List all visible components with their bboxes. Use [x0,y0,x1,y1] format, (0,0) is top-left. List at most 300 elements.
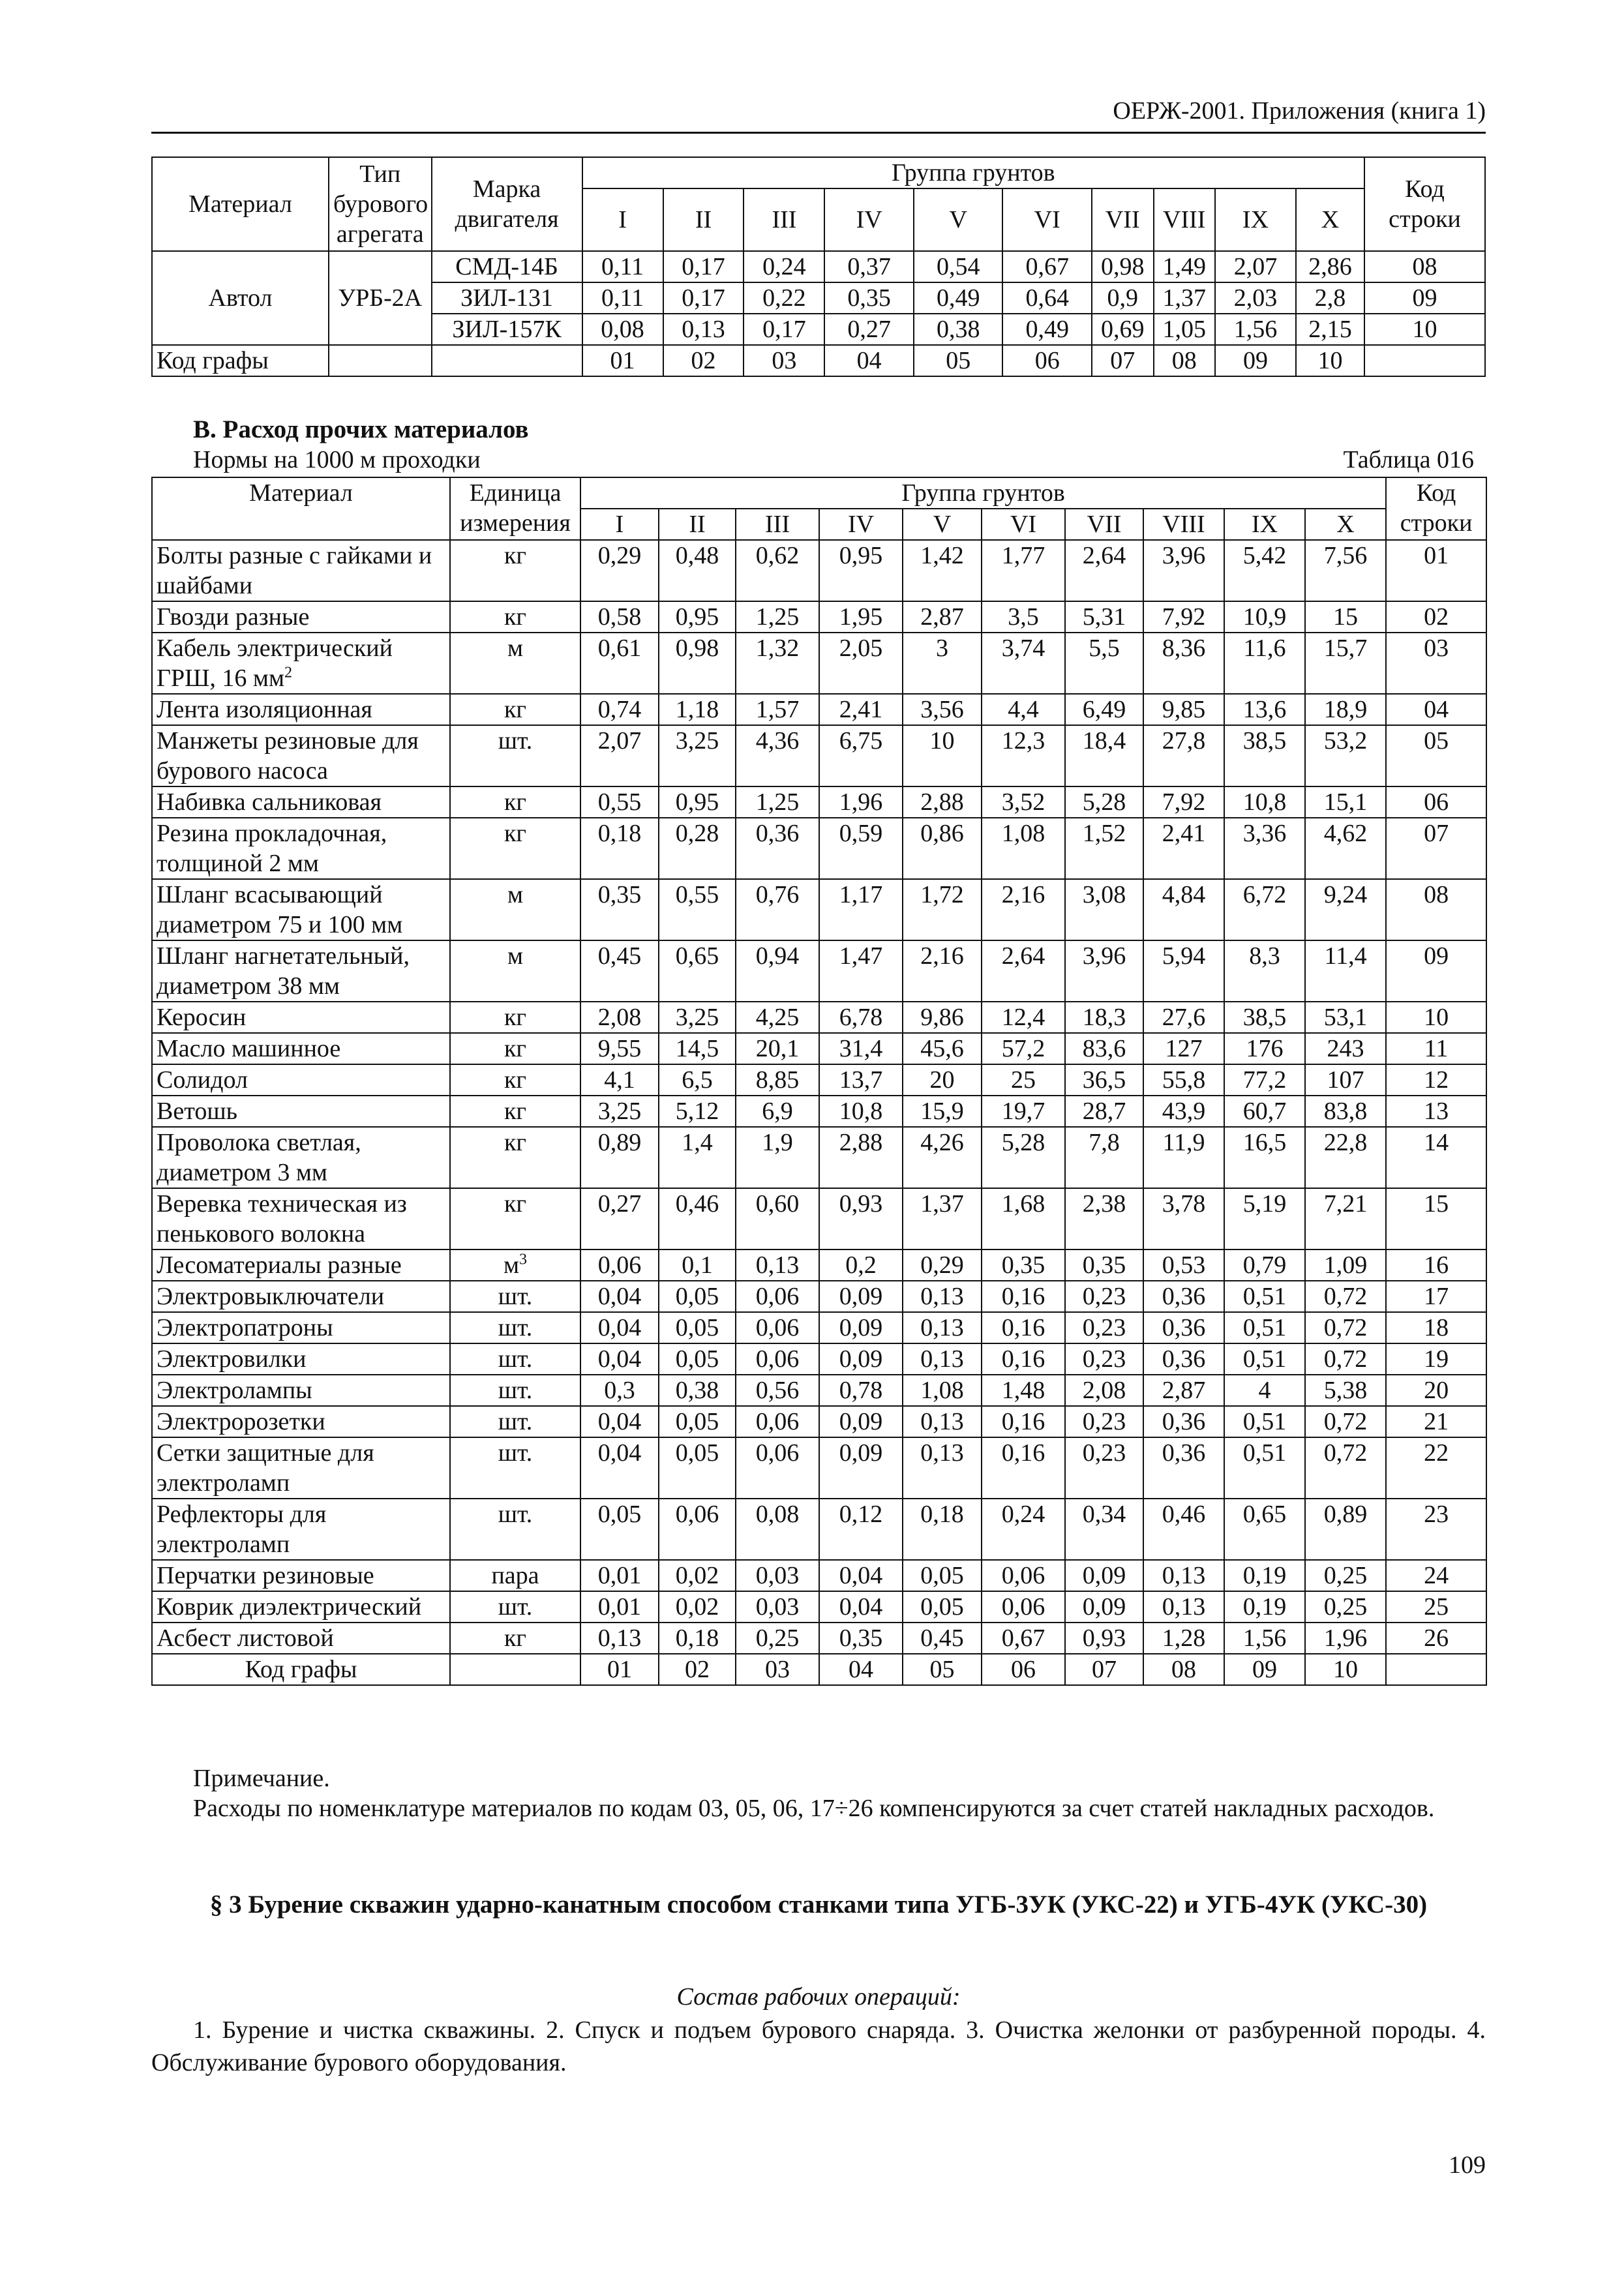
material-name-cell [152,1033,450,1064]
value-cell: 0,59 [819,818,903,879]
value-cell: 0,09 [819,1406,903,1437]
value-cell: 43,9 [1143,1096,1224,1127]
rig-type-cell: УРБ-2А [329,251,432,345]
value-cell: 53,1 [1305,1002,1386,1033]
unit-cell [450,1623,580,1654]
value-cell: 0,19 [1224,1560,1305,1591]
table-row [152,540,1486,601]
unit-text: шт. [498,1408,533,1435]
value-cell: 0,23 [1065,1406,1143,1437]
material-name: Перчатки резиновые [157,1562,374,1589]
value-cell: 0,22 [744,282,824,314]
value-cell: 0,18 [903,1499,982,1560]
value-cell: 83,6 [1065,1033,1143,1064]
value-cell: 0,34 [1065,1499,1143,1560]
operations-title: Состав рабочих операций: [676,1983,961,2011]
value-cell: 0,38 [914,314,1003,345]
material-name: Набивка сальниковая [157,788,382,816]
value-cell: 0,05 [903,1591,982,1623]
row-code-cell: 18 [1386,1312,1486,1343]
header-group: VIII [1143,509,1224,540]
material-name: Электровыключатели [157,1283,385,1310]
unit-text: шт. [498,727,533,755]
material-name-cell [152,1312,450,1343]
value-cell: 3,25 [659,1002,736,1033]
material-name: Сетки защитные для электроламп [157,1439,374,1497]
value-cell: 15 [1305,601,1386,633]
value-cell: 0,05 [903,1560,982,1591]
value-cell: 3 [903,633,982,694]
column-code-cell: 02 [659,1654,736,1685]
unit-text: м [507,635,524,662]
value-cell: 0,04 [580,1343,659,1375]
unit-cell [450,1591,580,1623]
value-cell: 1,49 [1154,251,1216,282]
value-cell: 0,46 [1143,1499,1224,1560]
row-code-cell: 12 [1386,1064,1486,1096]
column-code-cell: 08 [1154,345,1216,376]
table-row [152,1375,1486,1406]
unit-text: кг [504,788,527,816]
value-cell: 0,95 [659,601,736,633]
value-cell: 1,05 [1154,314,1216,345]
value-cell: 27,6 [1143,1002,1224,1033]
header-group: VIII [1154,188,1216,251]
column-code-cell: 01 [582,345,663,376]
value-cell: 0,08 [582,314,663,345]
value-cell: 0,05 [659,1343,736,1375]
value-cell: 0,48 [659,540,736,601]
row-code-cell: 23 [1386,1499,1486,1560]
material-name: Шланг всасывающий диаметром 75 и 100 мм [157,881,403,938]
value-cell: 53,2 [1305,725,1386,786]
value-cell: 15,1 [1305,786,1386,818]
value-cell: 1,09 [1305,1249,1386,1281]
value-cell: 0,13 [903,1281,982,1312]
value-cell: 0,35 [824,282,914,314]
material-name-cell [152,1375,450,1406]
value-cell: 243 [1305,1033,1386,1064]
table-row [152,633,1486,694]
unit-text: кг [504,820,527,847]
value-cell: 0,2 [819,1249,903,1281]
value-cell: 6,72 [1224,879,1305,940]
value-cell: 0,13 [663,314,744,345]
value-cell: 2,64 [1065,540,1143,601]
value-cell: 1,42 [903,540,982,601]
header-group: X [1305,509,1386,540]
unit-text: кг [504,1098,527,1125]
header-group: IX [1215,188,1296,251]
value-cell: 8,36 [1143,633,1224,694]
norm-caption: Нормы на 1000 м проходки [193,446,481,473]
row-code-cell: 11 [1386,1033,1486,1064]
value-cell: 1,52 [1065,818,1143,879]
header-engine: Марка двигателя [432,157,582,251]
material-name: Электровилки [157,1345,307,1373]
value-cell: 0,13 [903,1437,982,1499]
value-cell: 0,45 [903,1623,982,1654]
value-cell: 0,79 [1224,1249,1305,1281]
value-cell: 0,49 [1002,314,1092,345]
value-cell: 57,2 [982,1033,1065,1064]
value-cell: 0,55 [580,786,659,818]
value-cell: 0,28 [659,818,736,879]
value-cell: 0,36 [1143,1437,1224,1499]
value-cell: 3,5 [982,601,1065,633]
value-cell: 0,08 [736,1499,819,1560]
value-cell: 0,89 [1305,1499,1386,1560]
value-cell: 9,85 [1143,694,1224,725]
row-code-cell: 06 [1386,786,1486,818]
material-name: Лента изоляционная [157,696,372,723]
material-name-cell [152,786,450,818]
material-name-cell [152,540,450,601]
column-code-label: Код графы [152,345,329,376]
column-code-cell: 07 [1065,1654,1143,1685]
unit-cell [450,1033,580,1064]
value-cell: 0,55 [659,879,736,940]
autol-consumption-table [151,157,1486,377]
material-name-cell [152,725,450,786]
unit-text: шт. [498,1593,533,1621]
header-unit: Единица измерения [450,477,580,540]
value-cell: 1,57 [736,694,819,725]
table-row [152,1127,1486,1188]
value-cell: 0,89 [580,1127,659,1188]
value-cell: 0,64 [1002,282,1092,314]
row-code-cell: 17 [1386,1281,1486,1312]
value-cell: 18,9 [1305,694,1386,725]
value-cell: 25 [982,1064,1065,1096]
material-name-cell [152,1096,450,1127]
unit-cell [450,694,580,725]
value-cell: 0,38 [659,1375,736,1406]
value-cell: 0,72 [1305,1343,1386,1375]
material-name-cell [152,633,450,694]
table-row [152,1064,1486,1096]
header-group: II [663,188,744,251]
value-cell: 5,42 [1224,540,1305,601]
material-name: Керосин [157,1004,247,1031]
value-cell: 27,8 [1143,725,1224,786]
table-row [152,1437,1486,1499]
table-row [152,1406,1486,1437]
value-cell: 0,74 [580,694,659,725]
value-cell: 0,13 [736,1249,819,1281]
value-cell: 0,19 [1224,1591,1305,1623]
value-cell: 0,17 [744,314,824,345]
table-row [152,940,1486,1002]
header-group: II [659,509,736,540]
running-header: ОЕРЖ-2001. Приложения (книга 1) [1113,97,1486,125]
column-code-cell: 08 [1143,1654,1224,1685]
row-code-cell: 08 [1364,251,1485,282]
value-cell: 1,72 [903,879,982,940]
value-cell: 11,6 [1224,633,1305,694]
header-material: Материал [152,477,450,540]
value-cell: 0,06 [982,1591,1065,1623]
value-cell: 0,1 [659,1249,736,1281]
value-cell: 5,38 [1305,1375,1386,1406]
column-code-label: Код графы [152,1654,450,1685]
table-number: Таблица 016 [1343,446,1474,473]
unit-text: шт. [498,1439,533,1467]
value-cell: 0,13 [1143,1560,1224,1591]
value-cell: 0,76 [736,879,819,940]
value-cell: 0,54 [914,251,1003,282]
material-name: Электролампы [157,1377,312,1404]
value-cell: 1,17 [819,879,903,940]
value-cell: 2,64 [982,940,1065,1002]
unit-cell [450,1499,580,1560]
value-cell: 55,8 [1143,1064,1224,1096]
material-name: Лесоматериалы разные [157,1251,402,1279]
value-cell: 1,56 [1224,1623,1305,1654]
value-cell: 5,28 [982,1127,1065,1188]
value-cell: 10,8 [819,1096,903,1127]
unit-text: кг [504,603,527,631]
unit-cell [450,1002,580,1033]
value-cell: 0,16 [982,1437,1065,1499]
column-code-row [152,345,1485,376]
value-cell: 5,28 [1065,786,1143,818]
value-cell: 0,98 [659,633,736,694]
value-cell: 9,55 [580,1033,659,1064]
material-name-cell [152,879,450,940]
value-cell: 1,37 [1154,282,1216,314]
unit-text: шт. [498,1283,533,1310]
value-cell: 6,49 [1065,694,1143,725]
value-cell: 0,35 [982,1249,1065,1281]
material-name: Кабель электрический ГРШ, 16 мм [157,635,393,692]
value-cell: 0,49 [914,282,1003,314]
table-row [152,1623,1486,1654]
column-code-cell: 05 [903,1654,982,1685]
table-row [152,1560,1486,1591]
row-code-cell: 14 [1386,1127,1486,1188]
value-cell: 0,72 [1305,1312,1386,1343]
engine-cell: СМД-14Б [432,251,582,282]
value-cell: 0,09 [819,1437,903,1499]
value-cell: 0,61 [580,633,659,694]
value-cell: 0,05 [580,1499,659,1560]
column-code-cell: 06 [982,1654,1065,1685]
material-name-cell [152,1591,450,1623]
row-code-cell: 26 [1386,1623,1486,1654]
value-cell: 0,65 [659,940,736,1002]
material-name: Масло машинное [157,1035,341,1062]
column-code-cell: 09 [1215,345,1296,376]
header-group: I [580,509,659,540]
unit-cell [450,1375,580,1406]
column-code-cell: 04 [824,345,914,376]
value-cell: 0,04 [819,1560,903,1591]
value-cell: 0,13 [903,1343,982,1375]
value-cell: 0,11 [582,251,663,282]
value-cell: 0,53 [1143,1249,1224,1281]
header-rig-type: Тип бурового агрегата [329,157,432,251]
value-cell: 0,23 [1065,1312,1143,1343]
value-cell: 0,05 [659,1437,736,1499]
value-cell: 8,3 [1224,940,1305,1002]
value-cell: 2,88 [819,1127,903,1188]
value-cell: 3,25 [659,725,736,786]
header-group: VI [982,509,1065,540]
value-cell: 20,1 [736,1033,819,1064]
material-name: Веревка техническая из пенькового волокна [157,1190,407,1248]
material-name-cell [152,818,450,879]
value-cell: 77,2 [1224,1064,1305,1096]
column-code-cell: 03 [744,345,824,376]
value-cell: 0,36 [1143,1343,1224,1375]
value-cell: 0,25 [1305,1560,1386,1591]
superscript: 2 [284,664,293,681]
page-number: 109 [1449,2151,1486,2179]
value-cell: 36,5 [1065,1064,1143,1096]
unit-text: кг [504,1129,527,1156]
table-row [152,1312,1486,1343]
material-name-cell [152,1188,450,1249]
value-cell: 3,36 [1224,818,1305,879]
material-name: Гвозди разные [157,603,310,631]
value-cell: 0,04 [580,1281,659,1312]
value-cell: 0,58 [580,601,659,633]
unit-cell [450,940,580,1002]
note-text: Расходы по номенклатуре материалов по кодам 03, 05, 06, 17÷26 компенсируются за счет статей накладных расходов. [193,1795,1435,1822]
value-cell: 0,16 [982,1312,1065,1343]
column-code-row [152,1654,1486,1685]
header-group: I [582,188,663,251]
value-cell: 10,9 [1224,601,1305,633]
column-code-cell: 10 [1296,345,1364,376]
unit-cell [450,601,580,633]
value-cell: 0,25 [736,1623,819,1654]
unit-cell [450,1406,580,1437]
value-cell: 0,24 [982,1499,1065,1560]
material-name-cell [152,1281,450,1312]
value-cell: 1,37 [903,1188,982,1249]
value-cell: 0,18 [580,818,659,879]
value-cell: 1,68 [982,1188,1065,1249]
unit-cell [450,1343,580,1375]
row-code-cell: 19 [1386,1343,1486,1375]
material-name: Коврик диэлектрический [157,1593,422,1621]
table-row [152,1002,1486,1033]
value-cell: 0,09 [1065,1560,1143,1591]
header-group: VII [1092,188,1154,251]
value-cell: 0,09 [819,1343,903,1375]
unit-text: шт. [498,1501,533,1528]
column-code-cell: 09 [1224,1654,1305,1685]
unit-cell [450,1312,580,1343]
value-cell: 45,6 [903,1033,982,1064]
value-cell: 10 [903,725,982,786]
unit-cell [450,1188,580,1249]
value-cell: 83,8 [1305,1096,1386,1127]
value-cell: 1,32 [736,633,819,694]
section-title: В. Расход прочих материалов [193,415,529,443]
value-cell: 2,88 [903,786,982,818]
material-name: Проволока светлая, диаметром 3 мм [157,1129,361,1186]
material-name: Электропатроны [157,1314,333,1341]
row-code-cell: 10 [1386,1002,1486,1033]
unit-cell [450,818,580,879]
value-cell: 1,08 [982,818,1065,879]
value-cell: 6,5 [659,1064,736,1096]
value-cell: 0,72 [1305,1406,1386,1437]
value-cell: 1,4 [659,1127,736,1188]
row-code-cell: 05 [1386,725,1486,786]
material-name: Манжеты резиновые для бурового насоса [157,727,419,785]
header-material: Материал [152,157,329,251]
value-cell: 5,94 [1143,940,1224,1002]
value-cell: 2,07 [580,725,659,786]
header-group: III [744,188,824,251]
value-cell: 13,7 [819,1064,903,1096]
unit-text: кг [504,1004,527,1031]
value-cell: 0,17 [663,251,744,282]
table-row [152,1281,1486,1312]
value-cell: 1,9 [736,1127,819,1188]
value-cell: 2,41 [819,694,903,725]
value-cell: 3,74 [982,633,1065,694]
row-code-cell: 07 [1386,818,1486,879]
unit-text: шт. [498,1314,533,1341]
row-code-cell: 04 [1386,694,1486,725]
value-cell: 0,27 [824,314,914,345]
header-soil-group: Группа грунтов [582,157,1364,188]
value-cell: 5,12 [659,1096,736,1127]
unit-cell [450,540,580,601]
value-cell: 0,95 [659,786,736,818]
value-cell: 1,08 [903,1375,982,1406]
value-cell: 9,86 [903,1002,982,1033]
header-group: IV [824,188,914,251]
value-cell: 1,47 [819,940,903,1002]
value-cell: 0,16 [982,1281,1065,1312]
value-cell: 6,9 [736,1096,819,1127]
value-cell: 2,05 [819,633,903,694]
header-group: IX [1224,509,1305,540]
value-cell: 0,35 [580,879,659,940]
unit-text: кг [504,1035,527,1062]
value-cell: 5,5 [1065,633,1143,694]
value-cell: 0,04 [580,1437,659,1499]
value-cell: 3,08 [1065,879,1143,940]
unit-cell [450,1560,580,1591]
value-cell: 3,52 [982,786,1065,818]
table-row [152,601,1486,633]
unit-text: кг [504,1190,527,1218]
row-code-cell: 25 [1386,1591,1486,1623]
value-cell: 19,7 [982,1096,1065,1127]
unit-text: кг [504,542,527,569]
value-cell: 38,5 [1224,725,1305,786]
value-cell: 0,05 [659,1281,736,1312]
value-cell: 0,62 [736,540,819,601]
material-name-cell [152,601,450,633]
empty-cell [1364,345,1485,376]
value-cell: 0,23 [1065,1343,1143,1375]
value-cell: 1,56 [1215,314,1296,345]
value-cell: 0,69 [1092,314,1154,345]
value-cell: 7,8 [1065,1127,1143,1188]
value-cell: 2,87 [903,601,982,633]
table-row [152,1188,1486,1249]
superscript: 3 [519,1251,528,1268]
header-group: V [914,188,1003,251]
